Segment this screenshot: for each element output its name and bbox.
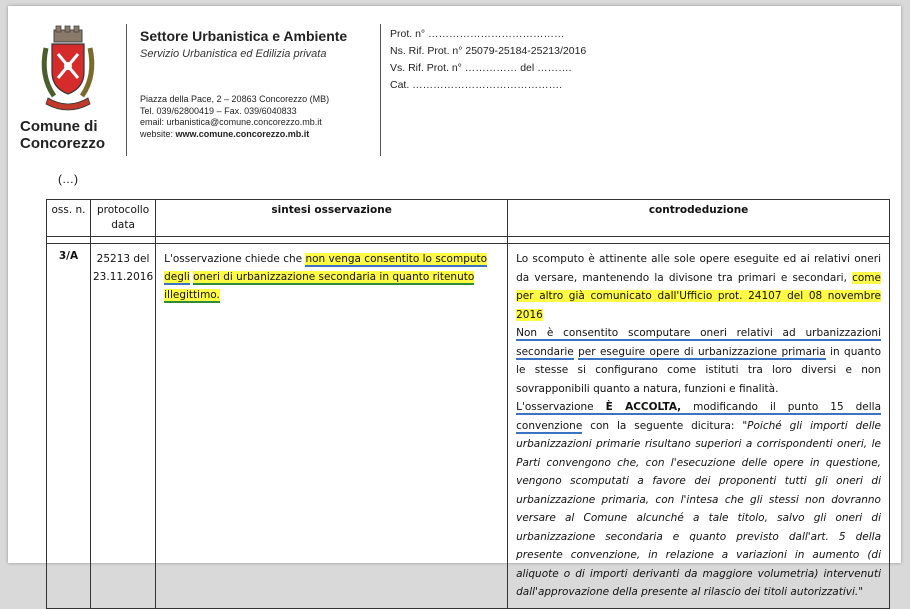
prot-line: Cat. ……………………………………. bbox=[390, 79, 563, 91]
sintesi-highlight: non venga consentito lo scomputo degli bbox=[164, 253, 488, 283]
contro-underlined: per eseguire opere di urbanizzazione primaria bbox=[578, 345, 826, 358]
protocol-block bbox=[390, 26, 586, 94]
protocollo-number: 25213 del bbox=[96, 253, 150, 265]
comune-name-line2: Concorezzo bbox=[20, 135, 106, 152]
phone: Tel. 039/62800419 – Fax. 039/6040833 bbox=[140, 105, 297, 116]
cell-controdeduzione bbox=[508, 244, 890, 609]
contro-paragraph bbox=[516, 324, 881, 398]
contro-text: L'osservazione bbox=[516, 401, 606, 413]
cell-protocollo bbox=[91, 244, 156, 609]
address: Piazza della Pace, 2 – 20863 Concorezzo (MB) bbox=[140, 94, 330, 104]
accolta-label: È ACCOLTA, bbox=[605, 401, 682, 413]
cell-oss: 3/A bbox=[47, 244, 91, 609]
contro-text: con la seguente dicitura: bbox=[582, 419, 743, 432]
website-line bbox=[140, 129, 329, 141]
document-page bbox=[8, 6, 901, 598]
header-oss: oss. n. bbox=[47, 200, 91, 237]
website-link[interactable]: www.comune.concorezzo.mb.it bbox=[175, 128, 310, 139]
prot-line: Vs. Rif. Prot. n° …………… del ………. bbox=[390, 62, 572, 74]
protocollo-date: 23.11.2016 bbox=[93, 271, 154, 283]
omission-marker: (…) bbox=[58, 172, 78, 186]
observations-table bbox=[46, 199, 890, 609]
contro-text: modificando il punto 15 della convenzione bbox=[516, 401, 882, 432]
contro-paragraph bbox=[516, 398, 881, 602]
header-sintesi: sintesi osservazione bbox=[156, 200, 508, 237]
header-controdeduzione: controdeduzione bbox=[508, 200, 890, 237]
contro-quote: "Poiché gli importi delle urbanizzazioni primarie risultano superiori a corrispondenti oneri, le Parti convengono che, con l'esecuzione delle opere in questione, vengono scomputati a favore dei proponenti tutti gli oneri di urbanizzazione primaria, con l'intesa che gli stessi non dovranno versare al Comune alcunché a tale titolo, salvo gli oneri di urbanizzazione secondaria e quanto previsto dall'art. 5 della presente convenzione, in relazione a variazioni in aumento (di aliquote o di importi derivanti da maggiore volumetria) intervenuti dall'approvazione della presente al rilascio dei titoli autorizzativi." bbox=[516, 419, 881, 598]
prot-line: Prot. n° ………………………………… bbox=[390, 28, 565, 40]
header-divider bbox=[126, 24, 127, 156]
contro-text: in quanto le stesse si configurano come istituti tra loro diversi e non sovrapponibili quanto a natura, funzioni e finalità. bbox=[516, 345, 882, 395]
comune-crest-icon bbox=[38, 26, 98, 116]
website-label: website: bbox=[140, 128, 176, 139]
prot-line: Ns. Rif. Prot. n° 25079-25184-25213/2016 bbox=[390, 45, 587, 57]
table-row bbox=[47, 244, 890, 609]
office-title: Settore Urbanistica e Ambiente bbox=[140, 28, 348, 44]
office-subtitle: Servizio Urbanistica ed Edilizia privata bbox=[140, 48, 327, 60]
email: email: urbanistica@comune.concorezzo.mb.it bbox=[140, 117, 322, 127]
comune-name-line1: Comune di bbox=[20, 118, 98, 135]
contro-text: Lo scomputo è attinente alle sole opere eseguite ed ai relativi oneri da versare, mantenendo la divisone tra primari e secondari, bbox=[516, 253, 881, 284]
header-divider bbox=[380, 24, 381, 156]
contact-block bbox=[140, 94, 329, 140]
spacer-row bbox=[47, 237, 890, 244]
table-header-row bbox=[47, 200, 890, 237]
sintesi-text: L'osservazione chiede che bbox=[164, 253, 306, 265]
contro-paragraph bbox=[516, 250, 881, 324]
cell-sintesi bbox=[156, 244, 508, 609]
contro-highlight: come per altro già comunicato dall'Ufficio prot. 24107 del 08 novembre 2016 bbox=[516, 271, 881, 321]
comune-name bbox=[20, 118, 105, 152]
contro-underlined: Non è consentito scomputare oneri relativi ad urbanizzazioni secondarie bbox=[516, 327, 881, 358]
sintesi-highlight: oneri di urbanizzazione secondaria in quanto ritenuto illegittimo. bbox=[164, 271, 475, 301]
header-protocollo: protocollo data bbox=[91, 200, 156, 237]
